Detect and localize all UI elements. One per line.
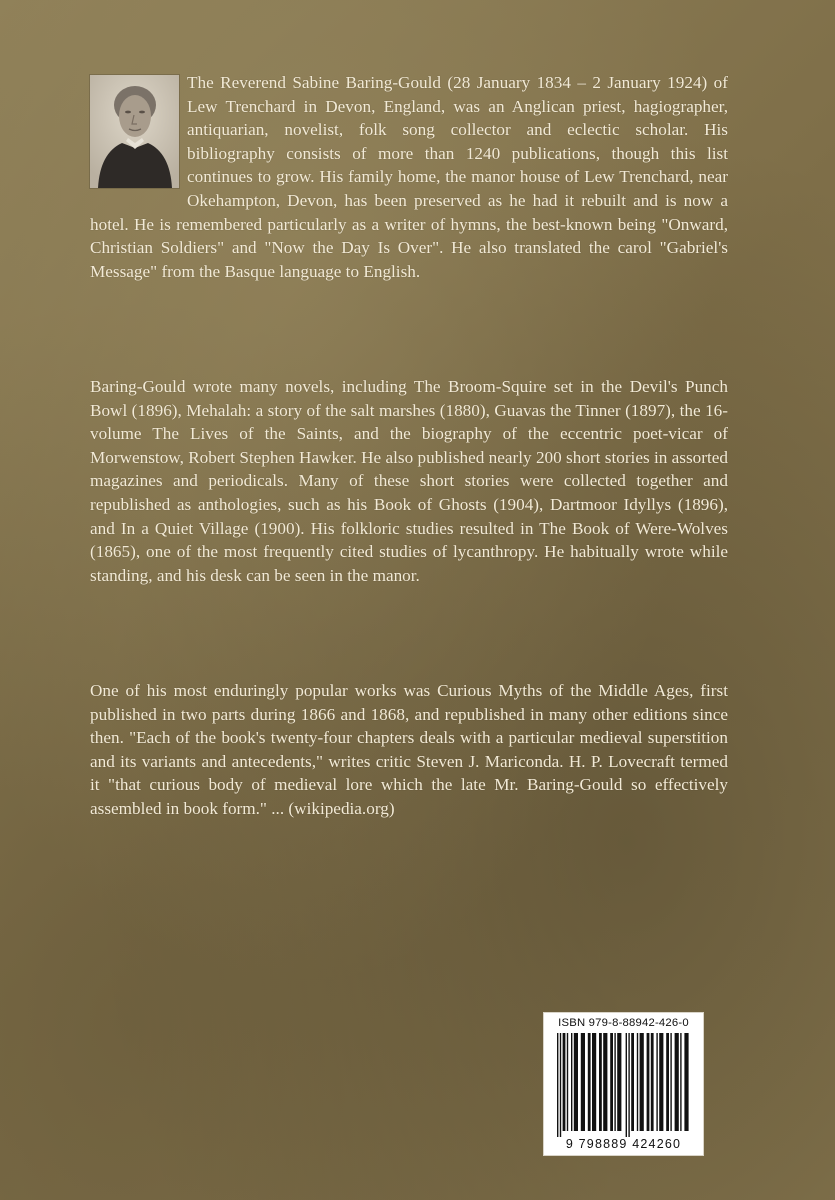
isbn-label: ISBN 979-8-88942-426-0 [558,1017,689,1029]
barcode-bar [567,1033,568,1131]
barcode-bar [651,1033,654,1131]
bio-paragraph-1-text: The Reverend Sabine Baring-Gould (28 January 1834 – 2 January 1924) of Lew Trenchard in Devon, England, was an Anglican priest, hagiographer, antiquarian, novelist, folk song collector and eclectic scholar. His bibliography consists of more than 1240 publications, though this list continues to grow. His family home, the manor house of Lew Trenchard, near Okehampton, Devon, has been preserved as he had it rebuilt and is now a hotel. He is remembered particularly as a writer of hymns, the best-known being "Onward, Christian Soldiers" and "Now the Day Is Over". He also translated the carol "Gabriel's Message" from the Basque language to English. [90,73,728,281]
barcode-bar [626,1033,627,1137]
barcode-bar [628,1033,629,1137]
barcode-bar [675,1033,679,1131]
barcode-bar [617,1033,621,1131]
barcode-bar [647,1033,650,1131]
barcode-bar [588,1033,591,1131]
bio-paragraph-2: Baring-Gould wrote many novels, including The Broom-Squire set in the Devil's Punch Bowl (1896), Mehalah: a story of the salt marshes (1880), Guavas the Tinner (1897), the 16-volume The Lives of the Saints, and the biography of the eccentric poet-vicar of Morwenstow, Robert Stephen Hawker. He also published nearly 200 short stories in assorted magazines and periodicals. Many of these short stories were collected together and republished as anthologies, such as his Book of Ghosts (1904), Dartmoor Idyllys (1896), and In a Quiet Village (1900). His folkloric studies resulted in The Book of Were-Wolves (1865), one of the most frequently cited studies of lycanthropy. He habitually wrote while standing, and his desk can be seen in the manor. [90,377,728,585]
bio-paragraph-1 [90,71,728,283]
barcode-bar [560,1033,561,1137]
barcode-bar [637,1033,638,1131]
bio-paragraph-3: One of his most enduringly popular works was Curious Myths of the Middle Ages, first published in two parts during 1866 and 1868, and republished in many other editions since then. "Each of the book's twenty-four chapters deals with a particular medieval superstition and its variants and antecedents," writes critic Steven J. Mariconda. H. P. Lovecraft termed it "that curious body of medieval lore which the late Mr. Baring-Gould so effectively assembled in book form." ... (wikipedia.org) [90,681,728,818]
author-portrait [90,75,179,188]
barcode-bar [581,1033,585,1131]
barcode-bar [684,1033,688,1131]
barcode-bar [666,1033,669,1131]
barcode-bar [659,1033,663,1131]
barcode-bars [557,1033,690,1137]
barcode-bar [656,1033,657,1131]
barcode-bar [631,1033,634,1131]
barcode-bar [603,1033,607,1131]
barcode-bar [680,1033,681,1131]
barcode-bar [640,1033,644,1131]
barcode-number: 9 798889 424260 [565,1137,682,1151]
barcode-bar [557,1033,558,1137]
barcode-bar [574,1033,578,1131]
barcode-bar [614,1033,615,1131]
barcode-bar [670,1033,671,1131]
isbn-barcode [543,1012,704,1156]
barcode-bar [599,1033,602,1131]
barcode-bar [563,1033,566,1131]
barcode-bar [610,1033,613,1131]
barcode-bar [592,1033,596,1131]
barcode-bar [571,1033,572,1131]
